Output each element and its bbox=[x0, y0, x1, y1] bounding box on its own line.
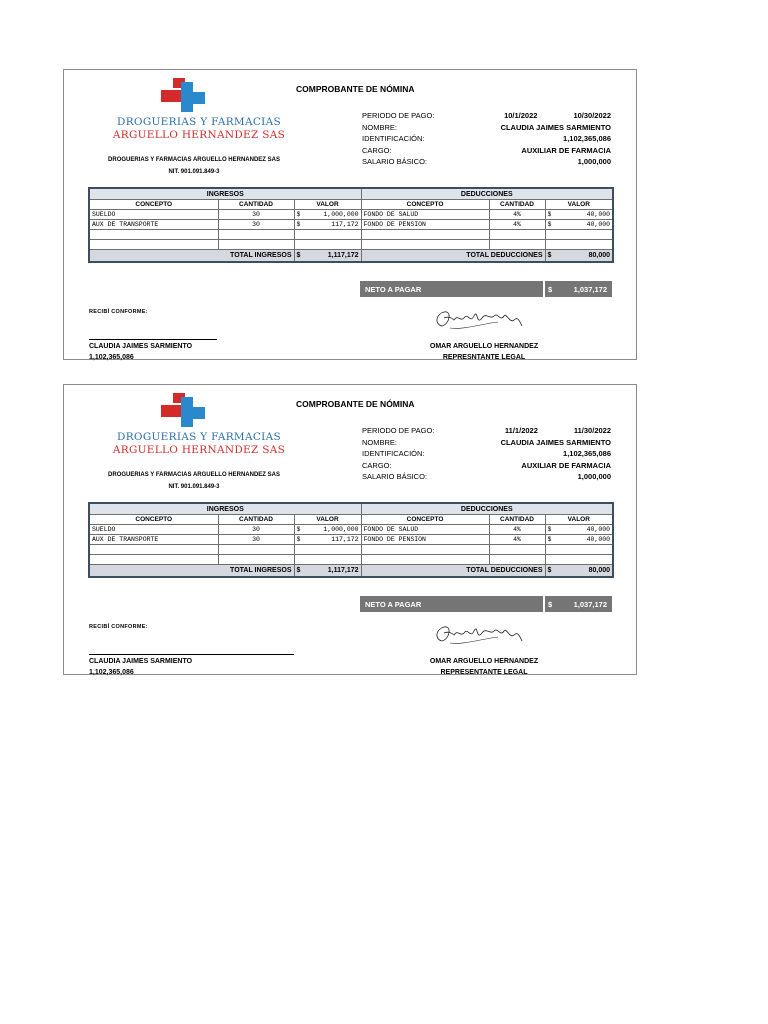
total-ingresos-label: TOTAL INGRESOS bbox=[89, 565, 294, 578]
company-info bbox=[84, 154, 304, 178]
total-ingresos-value: $ 1,117,172 bbox=[294, 250, 361, 263]
payslip-november bbox=[63, 384, 637, 675]
logo-text-line2: ARGUELLO HERNANDEZ SAS bbox=[112, 444, 286, 456]
total-deducciones-label: TOTAL DEDUCCIONES bbox=[361, 250, 545, 263]
table-row-empty bbox=[89, 545, 613, 555]
employee-signature-name: CLAUDIA JAIMES SARMIENTO bbox=[89, 343, 193, 350]
representative-block bbox=[404, 341, 564, 363]
ingreso-concepto: AUX DE TRANSPORTE bbox=[89, 220, 218, 230]
representative-title: REPRESENTANTE LEGAL bbox=[440, 669, 528, 676]
ingreso-concepto: SUELDO bbox=[89, 525, 218, 535]
period-values bbox=[501, 425, 611, 437]
employee-signature-block bbox=[89, 341, 192, 363]
col-concepto: CONCEPTO bbox=[89, 515, 218, 525]
company-nit: NIT. 901.091.849-3 bbox=[168, 169, 220, 175]
logo-text-line1: DROGUERIAS Y FARMACIAS bbox=[116, 116, 282, 128]
col-valor: VALOR bbox=[294, 200, 361, 210]
company-logo bbox=[104, 76, 294, 142]
representative-title: REPRESNTANTE LEGAL bbox=[442, 354, 526, 361]
deduccion-cantidad: 4% bbox=[489, 525, 545, 535]
table-row-empty bbox=[89, 230, 613, 240]
total-deducciones-label: TOTAL DEDUCCIONES bbox=[361, 565, 545, 578]
employee-name: CLAUDIA JAIMES SARMIENTO bbox=[500, 122, 611, 132]
deduccion-cantidad: 4% bbox=[489, 220, 545, 230]
payroll-table bbox=[88, 502, 614, 578]
ingreso-valor: $ 117,172 bbox=[294, 220, 361, 230]
deducciones-header: DEDUCCIONES bbox=[361, 188, 613, 200]
signature-image bbox=[432, 304, 524, 334]
pharmacy-cross-icon bbox=[159, 391, 209, 427]
label-identificacion: IDENTIFICACIÓN: bbox=[362, 134, 425, 143]
table-header-row bbox=[89, 188, 613, 200]
employee-info-labels bbox=[362, 110, 434, 168]
totals-row bbox=[89, 250, 613, 263]
period-end: 11/30/2022 bbox=[573, 426, 611, 435]
col-valor: VALOR bbox=[545, 200, 613, 210]
period-end: 10/30/2022 bbox=[573, 111, 611, 120]
label-identificacion: IDENTIFICACIÓN: bbox=[362, 449, 425, 458]
deduccion-concepto: FONDO DE PENSION bbox=[361, 220, 489, 230]
col-valor: VALOR bbox=[545, 515, 613, 525]
neto-value: 1,037,172 bbox=[573, 600, 607, 609]
deduccion-concepto: FONDO DE SALUD bbox=[361, 210, 489, 220]
company-nit: NIT. 901.091.849-3 bbox=[168, 484, 220, 490]
ingresos-header: INGRESOS bbox=[89, 503, 361, 515]
deduccion-concepto: FONDO DE SALUD bbox=[361, 525, 489, 535]
payslip-october bbox=[63, 69, 637, 360]
ingresos-header: INGRESOS bbox=[89, 188, 361, 200]
neto-a-pagar-bar bbox=[360, 281, 612, 297]
deduccion-valor: $ 40,000 bbox=[545, 525, 613, 535]
table-row bbox=[89, 525, 613, 535]
representative-block bbox=[404, 656, 564, 678]
employee-info-labels bbox=[362, 425, 434, 483]
ingreso-valor: $ 117,172 bbox=[294, 535, 361, 545]
ingreso-valor: $ 1,000,000 bbox=[294, 525, 361, 535]
col-concepto: CONCEPTO bbox=[361, 515, 489, 525]
employee-salario: 1,000,000 bbox=[577, 472, 611, 481]
employee-signature-name: CLAUDIA JAIMES SARMIENTO bbox=[89, 658, 193, 665]
col-valor: VALOR bbox=[294, 515, 361, 525]
employee-info-values bbox=[501, 110, 611, 168]
company-name: DROGUERIAS Y FARMACIAS ARGUELLO HERNANDEZ SAS bbox=[108, 472, 280, 478]
total-ingresos-label: TOTAL INGRESOS bbox=[89, 250, 294, 263]
ingreso-cantidad: 30 bbox=[218, 220, 294, 230]
label-cargo: CARGO: bbox=[362, 145, 392, 155]
employee-info-values bbox=[501, 425, 611, 483]
company-info bbox=[84, 469, 304, 493]
company-logo bbox=[104, 391, 294, 457]
ingreso-valor: $ 1,000,000 bbox=[294, 210, 361, 220]
label-periodo: PERIODO DE PAGO: bbox=[362, 426, 435, 435]
neto-a-pagar-bar bbox=[360, 596, 612, 612]
label-nombre: NOMBRE: bbox=[362, 122, 398, 132]
employee-signature-line bbox=[89, 339, 217, 340]
company-name: DROGUERIAS Y FARMACIAS ARGUELLO HERNANDEZ SAS bbox=[108, 157, 280, 163]
document-title: COMPROBANTE DE NÓMINA bbox=[296, 84, 415, 94]
employee-id: 1,102,365,086 bbox=[563, 449, 611, 458]
period-start: 11/1/2022 bbox=[504, 426, 538, 435]
representative-name: OMAR ARGUELLO HERNANDEZ bbox=[429, 343, 539, 350]
col-cantidad: CANTIDAD bbox=[489, 515, 545, 525]
ingreso-concepto: AUX DE TRANSPORTE bbox=[89, 535, 218, 545]
table-row bbox=[89, 210, 613, 220]
employee-signature-id: 1,102,365,086 bbox=[89, 354, 134, 361]
deduccion-valor: $ 40,000 bbox=[545, 210, 613, 220]
recibi-conforme-label: RECIBÍ CONFORME: bbox=[89, 624, 148, 630]
representative-name: OMAR ARGUELLO HERNANDEZ bbox=[429, 658, 539, 665]
ingreso-cantidad: 30 bbox=[218, 210, 294, 220]
label-salario: SALARIO BÁSICO: bbox=[362, 472, 428, 481]
label-periodo: PERIODO DE PAGO: bbox=[362, 111, 435, 120]
logo-text-line2: ARGUELLO HERNANDEZ SAS bbox=[112, 129, 286, 141]
col-concepto: CONCEPTO bbox=[361, 200, 489, 210]
signature-image bbox=[432, 619, 524, 649]
employee-id: 1,102,365,086 bbox=[563, 134, 611, 143]
deduccion-valor: $ 40,000 bbox=[545, 220, 613, 230]
ingreso-cantidad: 30 bbox=[218, 525, 294, 535]
table-row bbox=[89, 220, 613, 230]
employee-signature-line bbox=[89, 654, 294, 655]
neto-label: NETO A PAGAR bbox=[365, 285, 422, 294]
payroll-table bbox=[88, 187, 614, 263]
total-ingresos-value: $ 1,117,172 bbox=[294, 565, 361, 578]
period-start: 10/1/2022 bbox=[504, 111, 538, 120]
label-salario: SALARIO BÁSICO: bbox=[362, 157, 428, 166]
deduccion-concepto: FONDO DE PENSION bbox=[361, 535, 489, 545]
table-row bbox=[89, 535, 613, 545]
ingreso-cantidad: 30 bbox=[218, 535, 294, 545]
col-cantidad: CANTIDAD bbox=[218, 200, 294, 210]
ingreso-concepto: SUELDO bbox=[89, 210, 218, 220]
col-cantidad: CANTIDAD bbox=[218, 515, 294, 525]
label-nombre: NOMBRE: bbox=[362, 437, 398, 447]
deduccion-cantidad: 4% bbox=[489, 210, 545, 220]
col-concepto: CONCEPTO bbox=[89, 200, 218, 210]
deducciones-header: DEDUCCIONES bbox=[361, 503, 613, 515]
totals-row bbox=[89, 565, 613, 578]
table-row-empty bbox=[89, 555, 613, 565]
table-header-row bbox=[89, 503, 613, 515]
employee-cargo: AUXILIAR DE FARMACIA bbox=[521, 460, 611, 470]
label-cargo: CARGO: bbox=[362, 460, 392, 470]
employee-name: CLAUDIA JAIMES SARMIENTO bbox=[500, 437, 611, 447]
total-deducciones-value: $ 80,000 bbox=[545, 565, 613, 578]
employee-signature-id: 1,102,365,086 bbox=[89, 669, 134, 676]
period-values bbox=[501, 110, 611, 122]
neto-label: NETO A PAGAR bbox=[365, 600, 422, 609]
table-subheader-row bbox=[89, 200, 613, 210]
col-cantidad: CANTIDAD bbox=[489, 200, 545, 210]
document-title: COMPROBANTE DE NÓMINA bbox=[296, 399, 415, 409]
employee-cargo: AUXILIAR DE FARMACIA bbox=[521, 145, 611, 155]
deduccion-valor: $ 40,000 bbox=[545, 535, 613, 545]
table-row-empty bbox=[89, 240, 613, 250]
neto-currency: $ bbox=[548, 285, 553, 294]
total-deducciones-value: $ 80,000 bbox=[545, 250, 613, 263]
logo-text-line1: DROGUERIAS Y FARMACIAS bbox=[116, 431, 282, 443]
pharmacy-cross-icon bbox=[159, 76, 209, 112]
employee-signature-block bbox=[89, 656, 192, 678]
neto-value: 1,037,172 bbox=[573, 285, 607, 294]
table-subheader-row bbox=[89, 515, 613, 525]
recibi-conforme-label: RECIBÍ CONFORME: bbox=[89, 309, 148, 315]
neto-currency: $ bbox=[548, 600, 553, 609]
deduccion-cantidad: 4% bbox=[489, 535, 545, 545]
employee-salario: 1,000,000 bbox=[577, 157, 611, 166]
